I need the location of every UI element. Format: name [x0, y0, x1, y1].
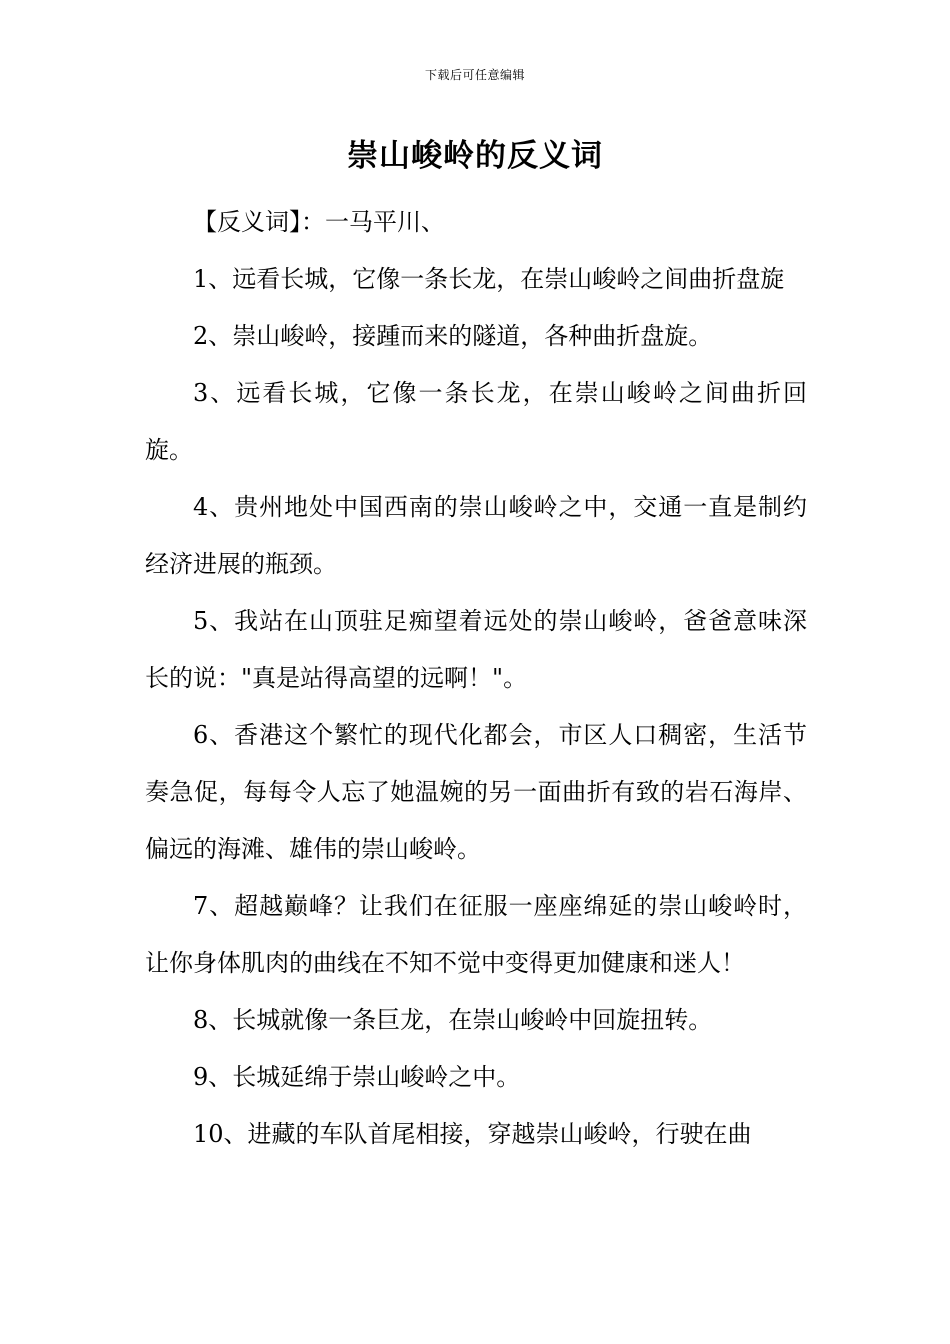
download-note: 下载后可任意编辑: [424, 68, 525, 82]
example-sentence-3: 3、远看长城，它像一条长龙，在崇山峻岭之间曲折回旋。: [145, 379, 807, 464]
example-sentence-4: 4、贵州地处中国西南的崇山峻岭之中，交通一直是制约经济进展的瓶颈。: [145, 493, 807, 578]
example-sentence-9: 9、长城延绵于崇山峻岭之中。: [193, 1063, 521, 1091]
example-sentence-10: 10、进藏的车队首尾相接，穿越崇山峻岭，行驶在曲: [193, 1120, 752, 1148]
antonym-line: 【反义词】：一马平川、: [193, 208, 445, 236]
document-title: 崇山峻岭的反义词: [347, 138, 603, 174]
document-body: [145, 194, 807, 1163]
example-sentence-2: 2、崇山峻岭，接踵而来的隧道，各种曲折盘旋。: [193, 322, 713, 350]
example-sentence-6: 6、香港这个繁忙的现代化都会，市区人口稠密，生活节奏急促，每每令人忘了她温婉的另一面曲折有致的岩石海岸、偏远的海滩、雄伟的崇山峻岭。: [145, 721, 807, 863]
example-sentence-8: 8、长城就像一条巨龙，在崇山峻岭中回旋扭转。: [193, 1006, 713, 1034]
example-sentence-1: 1、远看长城，它像一条长龙，在崇山峻岭之间曲折盘旋: [193, 265, 785, 293]
example-sentence-7: 7、超越巅峰？让我们在征服一座座绵延的崇山峻岭时，让你身体肌肉的曲线在不知不觉中变得更加健康和迷人！: [145, 892, 807, 977]
example-sentence-5: 5、我站在山顶驻足痴望着远处的崇山峻岭，爸爸意味深长的说："真是站得高望的远啊！"。: [145, 607, 807, 692]
